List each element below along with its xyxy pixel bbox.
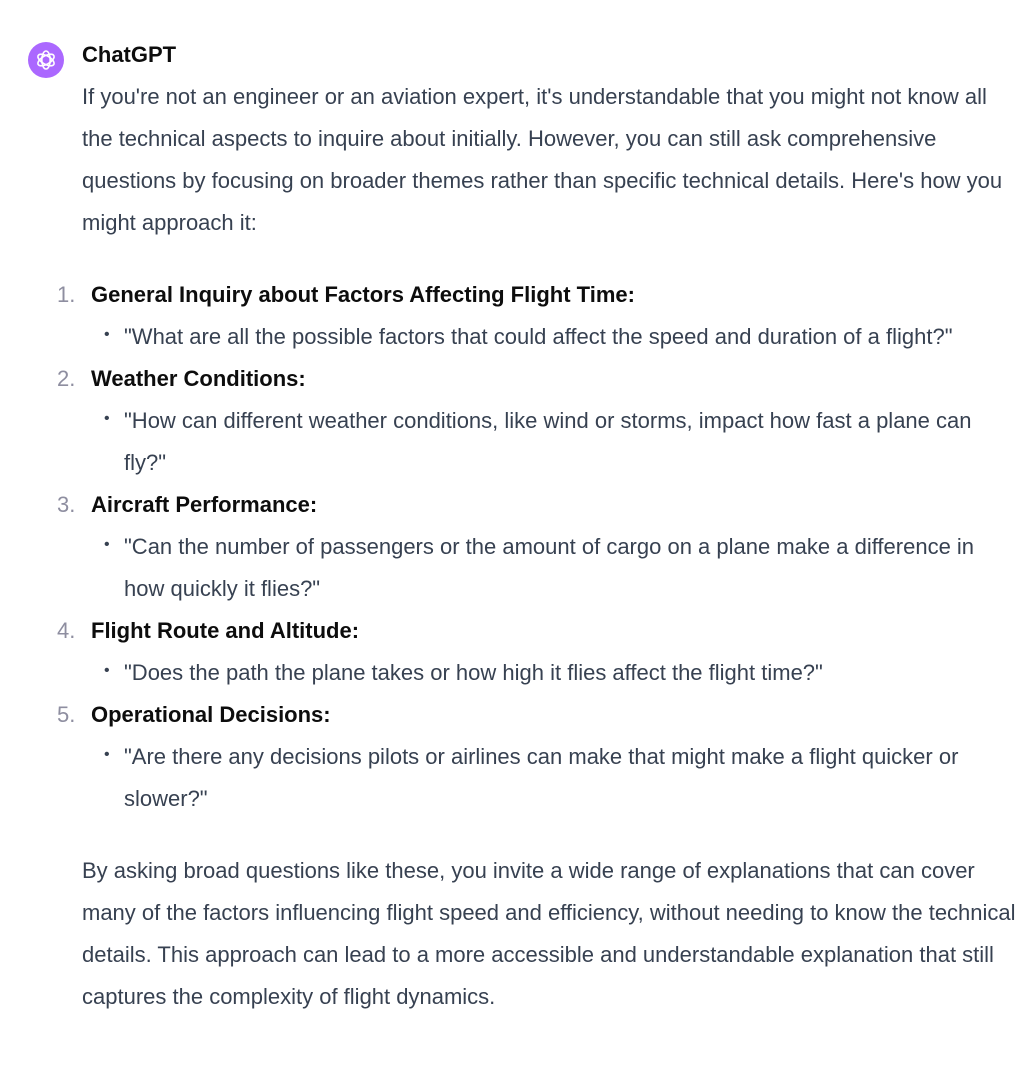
list-item xyxy=(57,694,1018,820)
author-name: ChatGPT xyxy=(82,42,177,67)
outro-paragraph: By asking broad questions like these, you invite a wide range of explanations that can cover many of the factors influencing flight speed and efficiency, without needing to know the technical details. This approach can lead to a more accessible and understandable explanation that still captures the complexity of flight dynamics. xyxy=(82,858,1016,1009)
list-number: 1. xyxy=(57,282,76,307)
bullet-item xyxy=(104,316,1018,358)
list-number: 3. xyxy=(57,492,76,517)
numbered-list xyxy=(57,274,1018,820)
bullet-dot-icon: • xyxy=(104,410,110,427)
bullet-list xyxy=(91,652,1018,694)
list-item-heading: Aircraft Performance: xyxy=(91,492,318,517)
message-content xyxy=(57,38,1018,1018)
list-number: 5. xyxy=(57,702,76,727)
bullet-text: "How can different weather conditions, like wind or storms, impact how fast a plane can fly?" xyxy=(124,408,972,475)
bullet-list xyxy=(91,526,1018,610)
bullet-text: "What are all the possible factors that could affect the speed and duration of a flight?" xyxy=(124,324,953,349)
bullet-item xyxy=(104,526,1018,610)
assistant-message xyxy=(28,38,1018,1018)
bullet-list xyxy=(91,736,1018,820)
list-item-heading: Operational Decisions: xyxy=(91,702,331,727)
bullet-text: "Can the number of passengers or the amount of cargo on a plane make a difference in how quickly it flies?" xyxy=(124,534,975,601)
list-item xyxy=(57,274,1018,358)
list-item-heading: Flight Route and Altitude: xyxy=(91,618,360,643)
bullet-item xyxy=(104,736,1018,820)
openai-logo-icon xyxy=(34,48,58,72)
list-item xyxy=(57,358,1018,484)
list-number: 4. xyxy=(57,618,76,643)
list-item xyxy=(57,484,1018,610)
bullet-text: "Does the path the plane takes or how high it flies affect the flight time?" xyxy=(124,660,823,685)
bullet-dot-icon: • xyxy=(104,536,110,553)
bullet-dot-icon: • xyxy=(104,326,110,343)
avatar xyxy=(28,42,64,78)
list-item xyxy=(57,610,1018,694)
bullet-dot-icon: • xyxy=(104,746,110,763)
bullet-dot-icon: • xyxy=(104,662,110,679)
bullet-list xyxy=(91,400,1018,484)
list-item-heading: General Inquiry about Factors Affecting Flight Time: xyxy=(91,282,635,307)
bullet-item xyxy=(104,400,1018,484)
bullet-list xyxy=(91,316,1018,358)
intro-paragraph: If you're not an engineer or an aviation expert, it's understandable that you might not know all the technical aspects to inquire about initially. However, you can still ask comprehensive questions by focusing on broader themes rather than specific technical details. Here's how you might approach it: xyxy=(82,84,1003,235)
bullet-text: "Are there any decisions pilots or airlines can make that might make a flight quicker or slower?" xyxy=(124,744,959,811)
list-item-heading: Weather Conditions: xyxy=(91,366,306,391)
list-number: 2. xyxy=(57,366,76,391)
bullet-item xyxy=(104,652,1018,694)
